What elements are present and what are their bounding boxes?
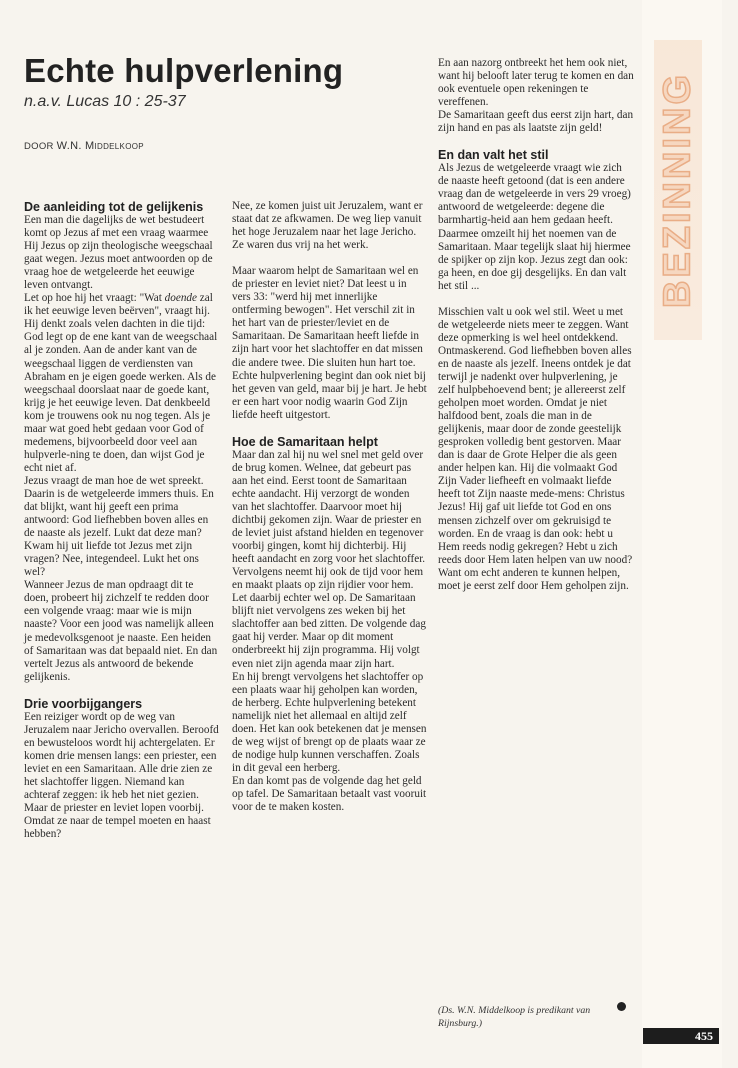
column-1 bbox=[24, 200, 220, 841]
page-number: 455 bbox=[695, 1029, 713, 1043]
heading-en-dan-valt-het-stil: En dan valt het stil bbox=[438, 148, 549, 163]
paragraph: En aan nazorg ontbreekt het hem ook niet, want hij belooft later terug te komen en dan ook eventuele open rekeningen te vereffenen. bbox=[438, 57, 634, 109]
paragraph: Een reiziger wordt op de weg van Jeruzalem naar Jericho overvallen. Beroofd en bewusteloos wordt hij achtergelaten. Er komen drie mensen langs: een priester, een leviet en een Samaritaan. Alle drie zien ze het slachtoffer liggen. Niemand kan achteraf zeggen: ik heb het niet gezien. Maar de priester en leviet lopen voorbij. Omdat ze naar de tempel moeten en haast hebben? bbox=[24, 710, 219, 841]
paragraph: En hij brengt vervolgens het slachtoffer op een plaats waar hij geholpen kan worden, de herberg. Echte hulpverlening betekent namelijk niet het allemaal en altijd zelf doen. Het kan ook betekenen dat je mensen de weg wijst of brengt op de plaats waar ze de nodige hulp kunnen verschaffen. Zoals in dit geval een herberg. bbox=[232, 670, 427, 774]
paragraph-text: zal ik het eeuwige leven beërven", vraagt hij. Hij denkt zoals velen dachten in die tijd: God legt op de ene kant van de weegschaal al je zonden. Aan de ander kant van de weegschaal liggen de verdiensten van Abraham en je eigen goede werken. Als de weegschaal doorslaat naar de goede kant, krijg je het eeuwige leven. Dat denkbeeld kom je trouwens ook nu nog tegen. Als je maar wat goed hebt gedaan voor God of medemens, bijvoorbeeld door veel aan hulpverle-ning te doen, dan wijst God je echt niet af. bbox=[24, 292, 218, 474]
paragraph: Wanneer Jezus de man opdraagt dit te doen, probeert hij zichzelf te redden door een volgende vraag: maar wie is mijn naaste? Voor een jood was namelijk alleen je medevolksgenoot je naaste. Een heiden of Samaritaan was dat bepaald niet. En dan vertelt Jezus als antwoord de bekende gelijkenis. bbox=[24, 579, 218, 683]
paragraph: Een man die dagelijks de wet bestudeert komt op Jezus af met een vraag waarmee Hij Jezus op zijn theologische weegschaal gaat wegen. Jezus moet antwoorden op de vraag hoe de wetgeleerde het eeuwige leven ontvangt. bbox=[24, 214, 213, 292]
paragraph: En dan komt pas de volgende dag het geld op tafel. De Samaritaan betaalt vast vooruit voor de te maken kosten. bbox=[232, 774, 427, 814]
author-name: W.N. Middelkoop bbox=[56, 140, 144, 152]
heading-drie-voorbijgangers: Drie voorbijgangers bbox=[24, 696, 143, 711]
end-bullet-icon bbox=[617, 1002, 626, 1011]
author-footnote: (Ds. W.N. Middelkoop is predikant van Rijnsburg.) bbox=[438, 1004, 591, 1029]
byline-prefix: DOOR bbox=[24, 141, 57, 152]
article-title: Echte hulpverlening bbox=[24, 52, 344, 89]
paragraph bbox=[24, 292, 220, 475]
heading-hoe-de-samaritaan-helpt: Hoe de Samaritaan helpt bbox=[232, 434, 378, 449]
article-subtitle: n.a.v. Lucas 10 : 25-37 bbox=[24, 93, 186, 110]
paragraph: Maar waarom helpt de Samaritaan wel en de priester en leviet niet? Dat leest u in vers 33: "werd hij met innerlijke ontferming bewogen". Het verschil zit in het hart van de priester/leviet en de Samaritaan. De Samaritaan heeft liefde in zijn hart voor het slachtoffer en dat missen die andere twee. Die sluiten hun hart toe. Echte hulpverlening begint dan ook niet bij het geven van geld, maar bij je hart. Je hebt er een hart voor nodig waarin God Zijn liefde heeft uitgestort. bbox=[232, 265, 427, 421]
paragraph: Als Jezus de wetgeleerde vraagt wie zich de naaste heeft getoond (dat is een andere vraag dan de wetgeleerde in vers 29 vroeg) antwoord de wetgeleerde: degene die barmhartig-heid aan hem gedaan heeft. Daarmee omzeilt hij het noemen van de Samaritaan. Maar tegelijk slaat hij hiermee de spijker op zijn kop. Jezus zegt dan ook: ga heen, en doe gij desgelijks. En dan valt het stil ... bbox=[438, 162, 631, 292]
emphasis-doende: doende bbox=[164, 292, 197, 305]
paragraph: Jezus vraagt de man hoe de wet spreekt. Daarin is de wetgeleerde immers thuis. En dat blijkt, want hij geeft een prima antwoord: God liefhebben boven alles en de naaste als jezelf. Lukt dat deze man? Kwam hij uit liefde tot Jezus met zijn vragen? Nee, integendeel. Lukt het ons wel? bbox=[24, 474, 214, 579]
paragraph: Nee, ze komen juist uit Jeruzalem, want er staat dat ze afkwamen. De weg liep vanuit het hoge Jeruzalem naar het lage Jericho. Ze waren dus vrij na het werk. bbox=[232, 200, 423, 252]
column-2 bbox=[232, 200, 428, 814]
page-number-box bbox=[643, 1028, 719, 1044]
byline bbox=[24, 140, 144, 152]
paragraph: Misschien valt u ook wel stil. Weet u met de wetgeleerde niets meer te zeggen. Want deze opmerking is wel heel ontdekkend. Ontmaskerend. God liefhebben boven alles en de naaste als jezelf. Ineens ontdek je dat terwijl je nadenkt over hulpverlening, je zelf hulpbehoevend bent; je allereerst zelf geholpen moet worden. Omdat je niet halfdood bent, zoals die man in de gelijkenis, maar door de zonde geestelijk gesproken volledig bent gestorven. Maar dan is daar de Grote Helper die als geen ander helpen kan. Hij die volmaakt God Zijn Vader liefheeft en volmaakt liefde heeft tot Zijn naaste mede-mens: Christus Jezus! Hij gaf uit liefde tot God en ons mensen zichzelf over om gekruisigd te worden. En de vraag is dan ook: hebt u Hem reeds nodig gekregen? Hebt u zich reeds door Hem laten helpen van uw nood? Want om echt anderen te kunnen helpen, moet je eerst zelf door Hem geholpen zijn. bbox=[438, 305, 633, 592]
paragraph: Maar dan zal hij nu wel snel met geld over de brug komen. Welnee, dat gebeurt pas aan het eind. Eerst toont de Samaritaan echte aandacht. Hij verzorgt de wonden van het slachtoffer. Daarvoor moet hij dichtbij gekomen zijn. Waar de priester en de leviet juist afstand hielden en tegenover voorbij gingen, komt hij dichterbij. Hij heeft aandacht en zorg voor het slachtoffer. Vervolgens neemt hij ook de tijd voor hem en maakt plaats op zijn rijdier voor hem. Let daarbij echter wel op. De Samaritaan blijft niet vervolgens zes weken bij het slachtoffer aan bed zitten. De volgende dag gaat hij verder. Maar op dit moment onderbreekt hij zijn programma. Hij volgt even niet zijn agenda maar zijn hart. bbox=[232, 448, 426, 670]
paragraph-text: Let op hoe hij het vraagt: "Wat bbox=[24, 292, 165, 305]
paragraph: De Samaritaan geeft dus eerst zijn hart, dan zijn hand en pas als laatste zijn geld! bbox=[438, 109, 634, 135]
column-3 bbox=[438, 57, 634, 593]
section-label: BEZINNING bbox=[656, 72, 699, 308]
heading-aanleiding: De aanleiding tot de gelijkenis bbox=[24, 200, 204, 214]
